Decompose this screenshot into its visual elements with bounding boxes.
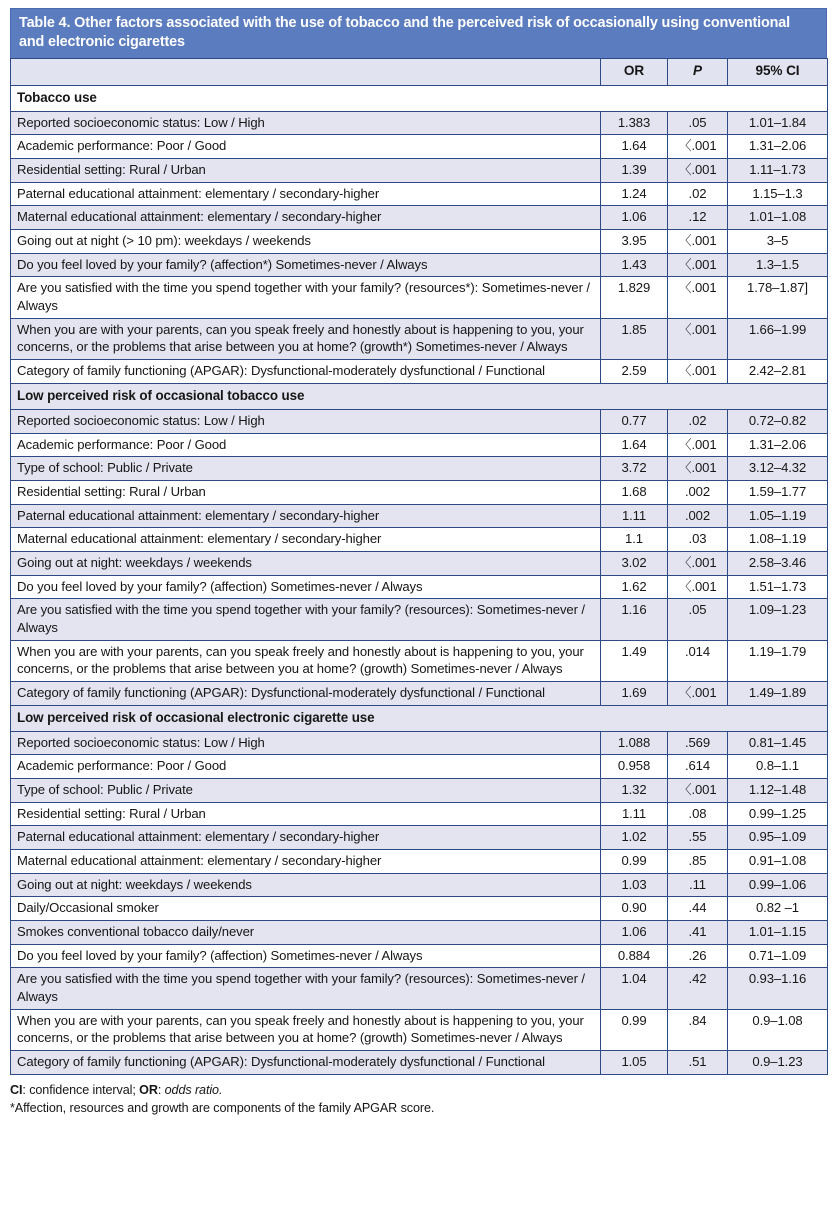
row-ci: 1.78–1.87] (728, 277, 828, 318)
row-ci: 0.72–0.82 (728, 409, 828, 433)
row-label: Category of family functioning (APGAR): Dysfunctional-moderately dysfunctional / Functional (11, 1051, 601, 1075)
row-label: Daily/Occasional smoker (11, 897, 601, 921)
row-label: Paternal educational attainment: elementary / secondary-higher (11, 826, 601, 850)
row-ci: 1.01–1.84 (728, 111, 828, 135)
row-label: Type of school: Public / Private (11, 457, 601, 481)
table-row (11, 206, 828, 230)
row-or: 3.72 (601, 457, 668, 481)
row-ci: 0.9–1.23 (728, 1051, 828, 1075)
row-p: .02 (668, 182, 728, 206)
row-or: 0.99 (601, 850, 668, 874)
row-p: .614 (668, 755, 728, 779)
row-ci: 1.19–1.79 (728, 640, 828, 681)
row-p: .41 (668, 921, 728, 945)
row-label: Category of family functioning (APGAR): Dysfunctional-moderately dysfunctional / Functional (11, 360, 601, 384)
row-label: Maternal educational attainment: elementary / secondary-higher (11, 206, 601, 230)
row-ci: 0.93–1.16 (728, 968, 828, 1009)
row-ci: 3.12–4.32 (728, 457, 828, 481)
table-row (11, 504, 828, 528)
row-label: Residential setting: Rural / Urban (11, 802, 601, 826)
row-label: Type of school: Public / Private (11, 779, 601, 803)
row-or: 2.59 (601, 360, 668, 384)
row-ci: 1.31–2.06 (728, 135, 828, 159)
table-row (11, 873, 828, 897)
data-table (10, 58, 828, 1075)
row-or: 1.68 (601, 480, 668, 504)
table-row (11, 640, 828, 681)
column-header-ci: 95% CI (728, 59, 828, 85)
row-or: 0.99 (601, 1009, 668, 1050)
row-p: 〈.001 (668, 230, 728, 254)
row-p: .55 (668, 826, 728, 850)
row-label: Are you satisfied with the time you spend together with your family? (resources): Sometimes-never / Always (11, 599, 601, 640)
row-ci: 0.99–1.06 (728, 873, 828, 897)
table-header (11, 59, 828, 85)
section-header-label: Low perceived risk of occasional electronic cigarette use (11, 705, 828, 731)
row-ci: 0.71–1.09 (728, 944, 828, 968)
row-ci: 1.49–1.89 (728, 681, 828, 705)
row-or: 1.43 (601, 253, 668, 277)
row-ci: 1.31–2.06 (728, 433, 828, 457)
section-header-row (11, 85, 828, 111)
row-p: .26 (668, 944, 728, 968)
row-or: 1.088 (601, 731, 668, 755)
row-p: .42 (668, 968, 728, 1009)
row-p: 〈.001 (668, 360, 728, 384)
row-label: Maternal educational attainment: elementary / secondary-higher (11, 528, 601, 552)
table-body (11, 85, 828, 1074)
row-ci: 0.91–1.08 (728, 850, 828, 874)
row-label: Are you satisfied with the time you spend together with your family? (resources*): Sometimes-never / Always (11, 277, 601, 318)
row-or: 1.11 (601, 504, 668, 528)
row-or: 1.06 (601, 206, 668, 230)
row-ci: 0.82 –1 (728, 897, 828, 921)
row-or: 1.62 (601, 575, 668, 599)
row-p: .11 (668, 873, 728, 897)
row-label: Academic performance: Poor / Good (11, 433, 601, 457)
table-row (11, 409, 828, 433)
row-p: 〈.001 (668, 551, 728, 575)
row-ci: 1.51–1.73 (728, 575, 828, 599)
table-row (11, 897, 828, 921)
row-label: Do you feel loved by your family? (affection*) Sometimes-never / Always (11, 253, 601, 277)
footnote-or-label: OR (139, 1082, 158, 1097)
column-header-or: OR (601, 59, 668, 85)
row-label: Reported socioeconomic status: Low / High (11, 409, 601, 433)
footnote-or-text: : (157, 1082, 165, 1097)
table-row (11, 111, 828, 135)
row-label: Going out at night: weekdays / weekends (11, 873, 601, 897)
row-or: 1.39 (601, 159, 668, 183)
row-or: 1.85 (601, 318, 668, 359)
column-header-label (11, 59, 601, 85)
table-row (11, 230, 828, 254)
row-or: 1.11 (601, 802, 668, 826)
table-row (11, 1009, 828, 1050)
row-label: When you are with your parents, can you speak freely and honestly about is happening to you, your concerns, or the problems that arise between you at home? (growth*) Sometimes-never / Always (11, 318, 601, 359)
table-row (11, 360, 828, 384)
table-row (11, 599, 828, 640)
row-ci: 1.01–1.15 (728, 921, 828, 945)
row-ci: 1.11–1.73 (728, 159, 828, 183)
row-or: 1.49 (601, 640, 668, 681)
row-label: Do you feel loved by your family? (affection) Sometimes-never / Always (11, 944, 601, 968)
row-ci: 1.15–1.3 (728, 182, 828, 206)
row-p: .84 (668, 1009, 728, 1050)
row-label: Are you satisfied with the time you spend together with your family? (resources): Sometimes-never / Always (11, 968, 601, 1009)
row-ci: 0.8–1.1 (728, 755, 828, 779)
row-p: 〈.001 (668, 681, 728, 705)
row-ci: 1.66–1.99 (728, 318, 828, 359)
table-row (11, 318, 828, 359)
row-ci: 2.58–3.46 (728, 551, 828, 575)
footnote-ci-label: CI (10, 1082, 23, 1097)
table-row (11, 575, 828, 599)
row-ci: 1.09–1.23 (728, 599, 828, 640)
row-or: 1.1 (601, 528, 668, 552)
table-row (11, 779, 828, 803)
row-or: 1.64 (601, 135, 668, 159)
row-or: 1.02 (601, 826, 668, 850)
table-row (11, 159, 828, 183)
table-row (11, 480, 828, 504)
footnote-asterisk: *Affection, resources and growth are components of the family APGAR score. (10, 1100, 435, 1115)
footnote-ci-text: : confidence interval; (22, 1082, 140, 1097)
table-row (11, 457, 828, 481)
table-row (11, 277, 828, 318)
row-or: 1.69 (601, 681, 668, 705)
row-or: 3.95 (601, 230, 668, 254)
row-p: .51 (668, 1051, 728, 1075)
row-label: Reported socioeconomic status: Low / High (11, 111, 601, 135)
row-p: .85 (668, 850, 728, 874)
row-p: 〈.001 (668, 277, 728, 318)
row-or: 0.958 (601, 755, 668, 779)
row-ci: 1.3–1.5 (728, 253, 828, 277)
row-or: 0.90 (601, 897, 668, 921)
row-ci: 0.99–1.25 (728, 802, 828, 826)
row-or: 1.32 (601, 779, 668, 803)
row-p: 〈.001 (668, 135, 728, 159)
row-label: Smokes conventional tobacco daily/never (11, 921, 601, 945)
row-ci: 0.95–1.09 (728, 826, 828, 850)
table-row (11, 850, 828, 874)
table-row (11, 528, 828, 552)
row-p: .12 (668, 206, 728, 230)
row-p: 〈.001 (668, 433, 728, 457)
row-ci: 0.9–1.08 (728, 1009, 828, 1050)
row-ci: 1.05–1.19 (728, 504, 828, 528)
section-header-row (11, 383, 828, 409)
table-row (11, 253, 828, 277)
table-row (11, 681, 828, 705)
row-p: 〈.001 (668, 575, 728, 599)
row-label: Going out at night: weekdays / weekends (11, 551, 601, 575)
table-row (11, 802, 828, 826)
row-label: Residential setting: Rural / Urban (11, 480, 601, 504)
footnotes (10, 1082, 827, 1118)
row-label: Going out at night (> 10 pm): weekdays / weekends (11, 230, 601, 254)
row-or: 0.884 (601, 944, 668, 968)
row-p: .05 (668, 599, 728, 640)
row-p: .08 (668, 802, 728, 826)
table-row (11, 944, 828, 968)
table-title: Table 4. Other factors associated with the use of tobacco and the perceived risk of occasionally using conventional and electronic cigarettes (10, 8, 827, 58)
row-p: 〈.001 (668, 457, 728, 481)
row-label: Academic performance: Poor / Good (11, 135, 601, 159)
row-or: 1.64 (601, 433, 668, 457)
row-or: 1.16 (601, 599, 668, 640)
row-p: .05 (668, 111, 728, 135)
row-p: .569 (668, 731, 728, 755)
section-header-row (11, 705, 828, 731)
row-or: 1.05 (601, 1051, 668, 1075)
table-row (11, 731, 828, 755)
row-p: .03 (668, 528, 728, 552)
row-label: Paternal educational attainment: elementary / secondary-higher (11, 182, 601, 206)
table-row (11, 921, 828, 945)
row-label: Maternal educational attainment: elementary / secondary-higher (11, 850, 601, 874)
section-header-label: Low perceived risk of occasional tobacco use (11, 383, 828, 409)
row-p: 〈.001 (668, 318, 728, 359)
row-ci: 1.59–1.77 (728, 480, 828, 504)
row-p: .014 (668, 640, 728, 681)
row-label: Academic performance: Poor / Good (11, 755, 601, 779)
row-p: .002 (668, 504, 728, 528)
table-row (11, 135, 828, 159)
table-row (11, 433, 828, 457)
row-p: .02 (668, 409, 728, 433)
table-row (11, 551, 828, 575)
table-row (11, 1051, 828, 1075)
row-ci: 1.01–1.08 (728, 206, 828, 230)
row-label: Reported socioeconomic status: Low / High (11, 731, 601, 755)
table-row (11, 755, 828, 779)
column-header-row (11, 59, 828, 85)
table-row (11, 826, 828, 850)
row-p: 〈.001 (668, 159, 728, 183)
row-or: 1.04 (601, 968, 668, 1009)
row-or: 1.24 (601, 182, 668, 206)
row-or: 1.383 (601, 111, 668, 135)
footnote-abbreviations (10, 1082, 827, 1100)
row-ci: 0.81–1.45 (728, 731, 828, 755)
row-or: 1.829 (601, 277, 668, 318)
row-or: 1.03 (601, 873, 668, 897)
column-header-p: P (668, 59, 728, 85)
row-label: When you are with your parents, can you speak freely and honestly about is happening to you, your concerns, or the problems that arise between you at home? (growth) Sometimes-never / Always (11, 1009, 601, 1050)
section-header-label: Tobacco use (11, 85, 828, 111)
row-p: 〈.001 (668, 253, 728, 277)
row-p: .002 (668, 480, 728, 504)
row-label: Paternal educational attainment: elementary / secondary-higher (11, 504, 601, 528)
row-ci: 1.12–1.48 (728, 779, 828, 803)
row-or: 1.06 (601, 921, 668, 945)
row-ci: 3–5 (728, 230, 828, 254)
table-row (11, 182, 828, 206)
row-or: 0.77 (601, 409, 668, 433)
row-label: Residential setting: Rural / Urban (11, 159, 601, 183)
row-p: 〈.001 (668, 779, 728, 803)
row-label: Do you feel loved by your family? (affection) Sometimes-never / Always (11, 575, 601, 599)
row-label: Category of family functioning (APGAR): Dysfunctional-moderately dysfunctional / Functional (11, 681, 601, 705)
row-p: .44 (668, 897, 728, 921)
row-or: 3.02 (601, 551, 668, 575)
table-row (11, 968, 828, 1009)
row-label: When you are with your parents, can you speak freely and honestly about is happening to you, your concerns, or the problems that arise between you at home? (growth) Sometimes-never / Always (11, 640, 601, 681)
footnote-or-value: odds ratio. (164, 1082, 223, 1097)
row-ci: 1.08–1.19 (728, 528, 828, 552)
row-ci: 2.42–2.81 (728, 360, 828, 384)
